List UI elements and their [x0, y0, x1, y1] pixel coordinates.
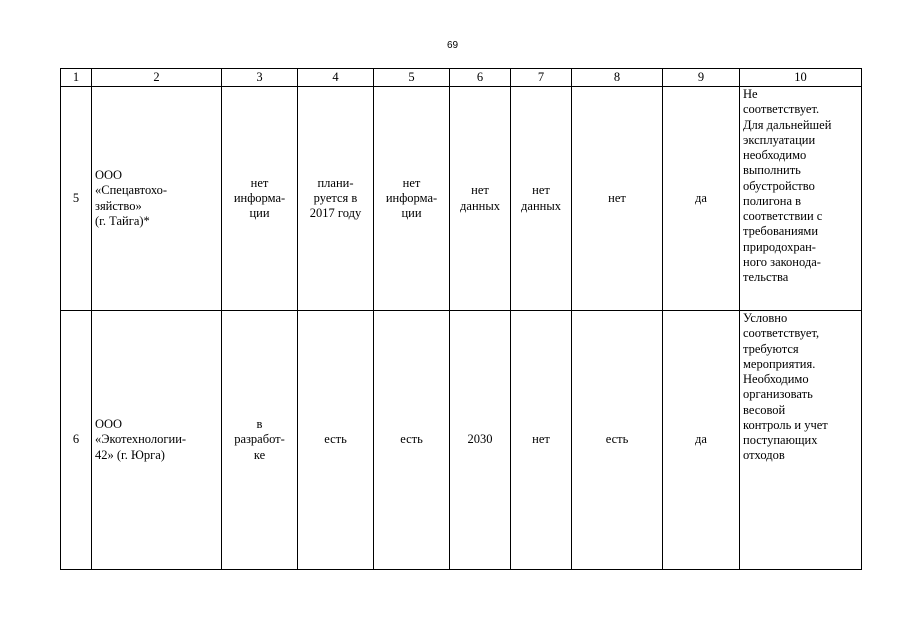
- column-header: 4: [298, 69, 374, 87]
- cell: 2030: [450, 311, 511, 570]
- column-header: 6: [450, 69, 511, 87]
- cell: нет: [511, 311, 572, 570]
- cell: плани- руется в 2017 году: [298, 87, 374, 311]
- table-header: [61, 69, 862, 87]
- table-row: [61, 87, 862, 311]
- column-header: 7: [511, 69, 572, 87]
- column-header: 10: [740, 69, 862, 87]
- column-header: 8: [572, 69, 663, 87]
- column-header: 3: [222, 69, 298, 87]
- table-row: [61, 311, 862, 570]
- column-header: 2: [92, 69, 222, 87]
- column-header: 9: [663, 69, 740, 87]
- cell: нет: [572, 87, 663, 311]
- cell: есть: [572, 311, 663, 570]
- cell: есть: [298, 311, 374, 570]
- facilities-table: [60, 68, 862, 570]
- column-header: 1: [61, 69, 92, 87]
- cell: в разработ- ке: [222, 311, 298, 570]
- compliance-note: Не соответствует. Для дальнейшей эксплуатации необходимо выполнить обустройство полигона в соответствии с требованиями природохран- ного законода- тельства: [740, 87, 862, 311]
- page-number: 69: [446, 40, 459, 51]
- compliance-note: Условно соответствует, требуются мероприятия. Необходимо организовать весовой контроль и учет поступающих отходов: [740, 311, 862, 570]
- cell: нет данных: [511, 87, 572, 311]
- column-header: 5: [374, 69, 450, 87]
- cell: да: [663, 311, 740, 570]
- cell: нет информа- ции: [374, 87, 450, 311]
- cell: нет данных: [450, 87, 511, 311]
- row-number: 5: [61, 87, 92, 311]
- cell: нет информа- ции: [222, 87, 298, 311]
- facility-name: ООО «Спецавтохо- зяйство» (г. Тайга)*: [92, 87, 222, 311]
- cell: да: [663, 87, 740, 311]
- cell: есть: [374, 311, 450, 570]
- row-number: 6: [61, 311, 92, 570]
- facility-name: ООО «Экотехнологии- 42» (г. Юрга): [92, 311, 222, 570]
